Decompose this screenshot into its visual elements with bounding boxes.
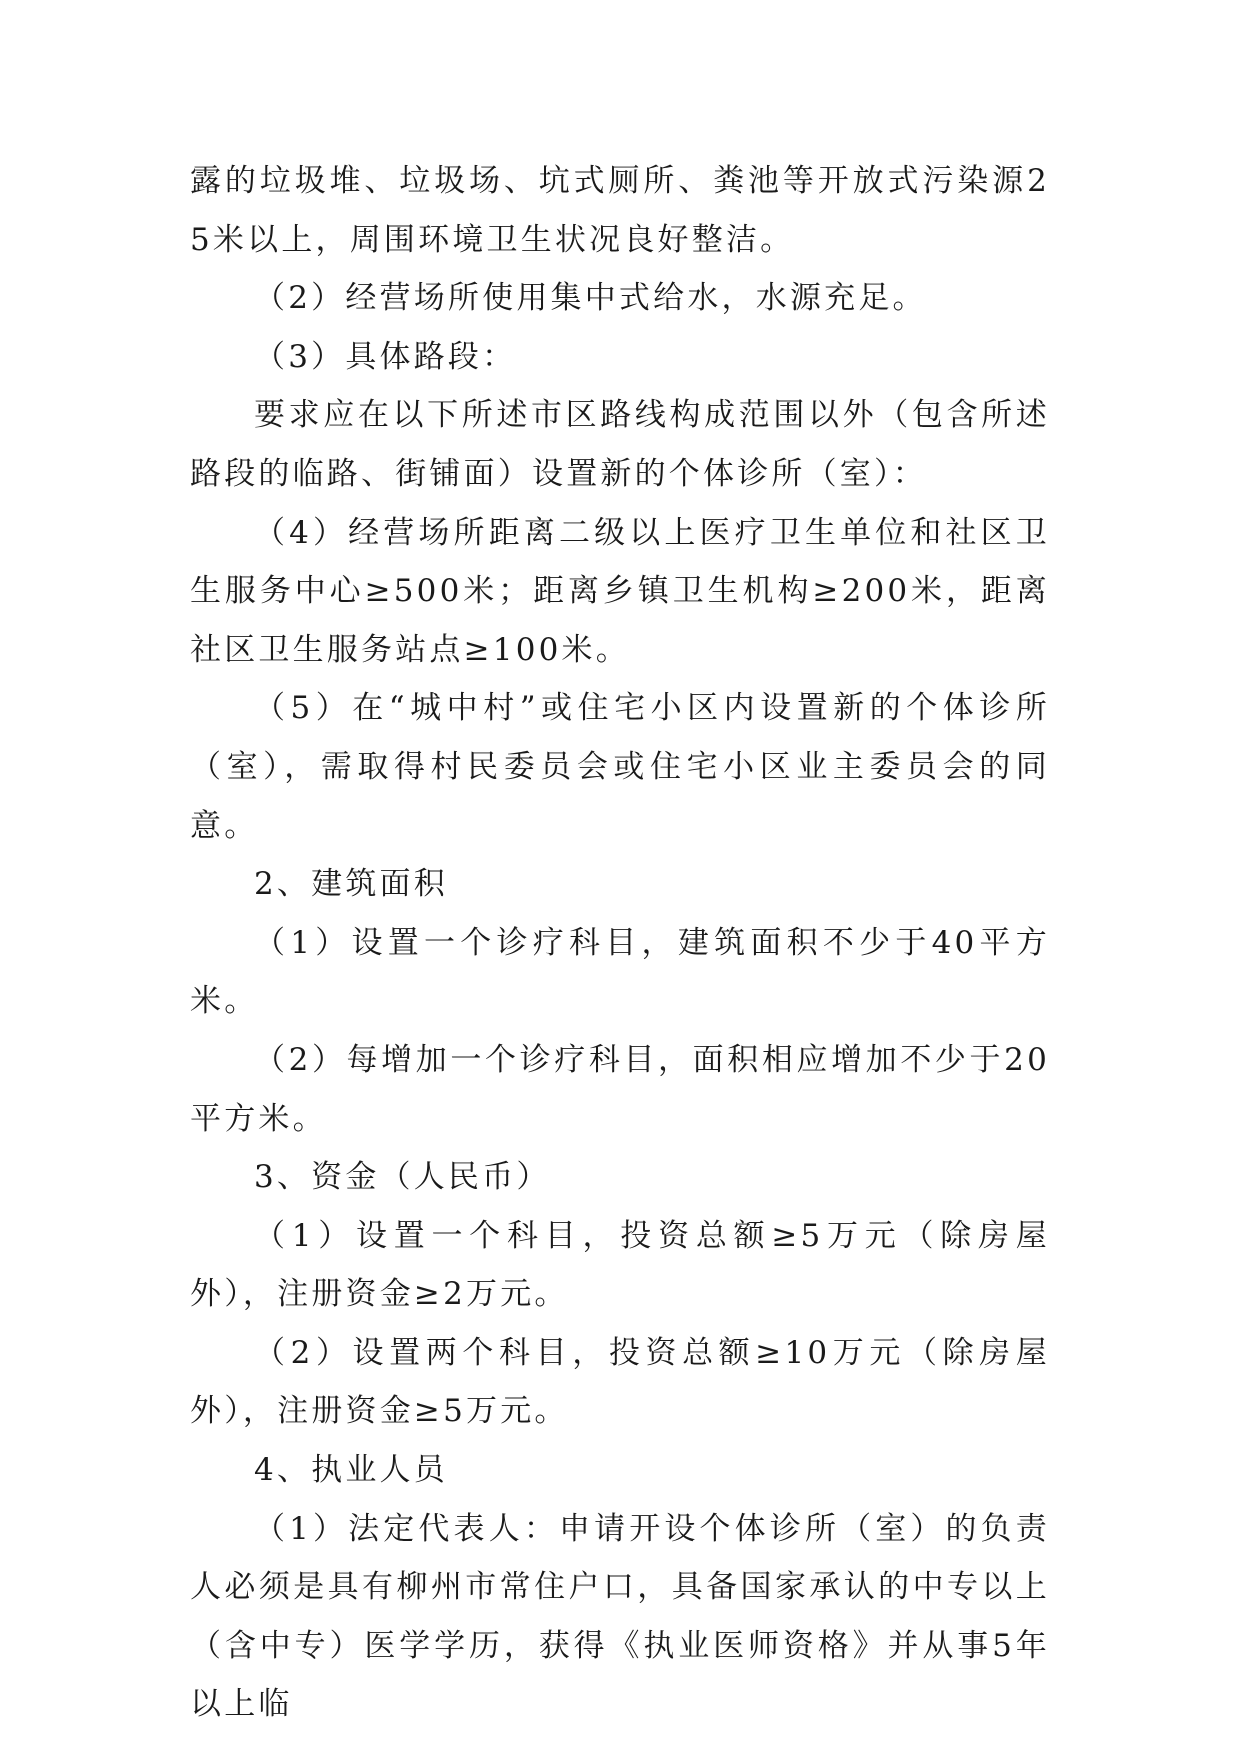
paragraph-specific-roads: （3）具体路段： [254,338,517,375]
document-body [190,152,1050,1734]
paragraph-area-additional: （2）每增加一个诊疗科目，面积相应增加不少于20平方米。 [190,1041,1050,1137]
paragraph-road-requirement: 要求应在以下所述市区路线构成范围以外（包含所述路段的临路、街铺面）设置新的个体诊所（室）： [190,397,1050,492]
paragraph-village-consent: （5）在“城中村”或住宅小区内设置新的个体诊所（室），需取得村民委员会或住宅小区业主委员会的同意。 [190,690,1050,844]
paragraph-legal-representative: （1）法定代表人：申请开设个体诊所（室）的负责人必须是具有柳州市常住户口，具备国家承认的中专以上（含中专）医学学历，获得《执业医师资格》并从事5年以上临 [190,1510,1050,1723]
paragraph-continuation-pollution: 露的垃圾堆、垃圾场、坑式厕所、粪池等开放式污染源25米以上，周围环境卫生状况良好整洁。 [190,163,1050,258]
paragraph-area-one-subject: （1）设置一个诊疗科目，建筑面积不少于40平方米。 [190,924,1050,1020]
paragraph-funds-one-subject: （1）设置一个科目，投资总额≥5万元（除房屋外），注册资金≥2万元。 [190,1217,1050,1313]
section-heading-funds: 3、资金（人民币） [254,1159,551,1196]
paragraph-distance-rule: （4）经营场所距离二级以上医疗卫生单位和社区卫生服务中心≥500米；距离乡镇卫生机构≥200米，距离社区卫生服务站点≥100米。 [190,514,1050,668]
paragraph-funds-two-subjects: （2）设置两个科目，投资总额≥10万元（除房屋外），注册资金≥5万元。 [190,1334,1050,1430]
section-heading-practitioners: 4、执业人员 [254,1452,448,1489]
section-heading-building-area: 2、建筑面积 [254,866,448,903]
paragraph-water-supply: （2）经营场所使用集中式给水，水源充足。 [254,280,927,317]
